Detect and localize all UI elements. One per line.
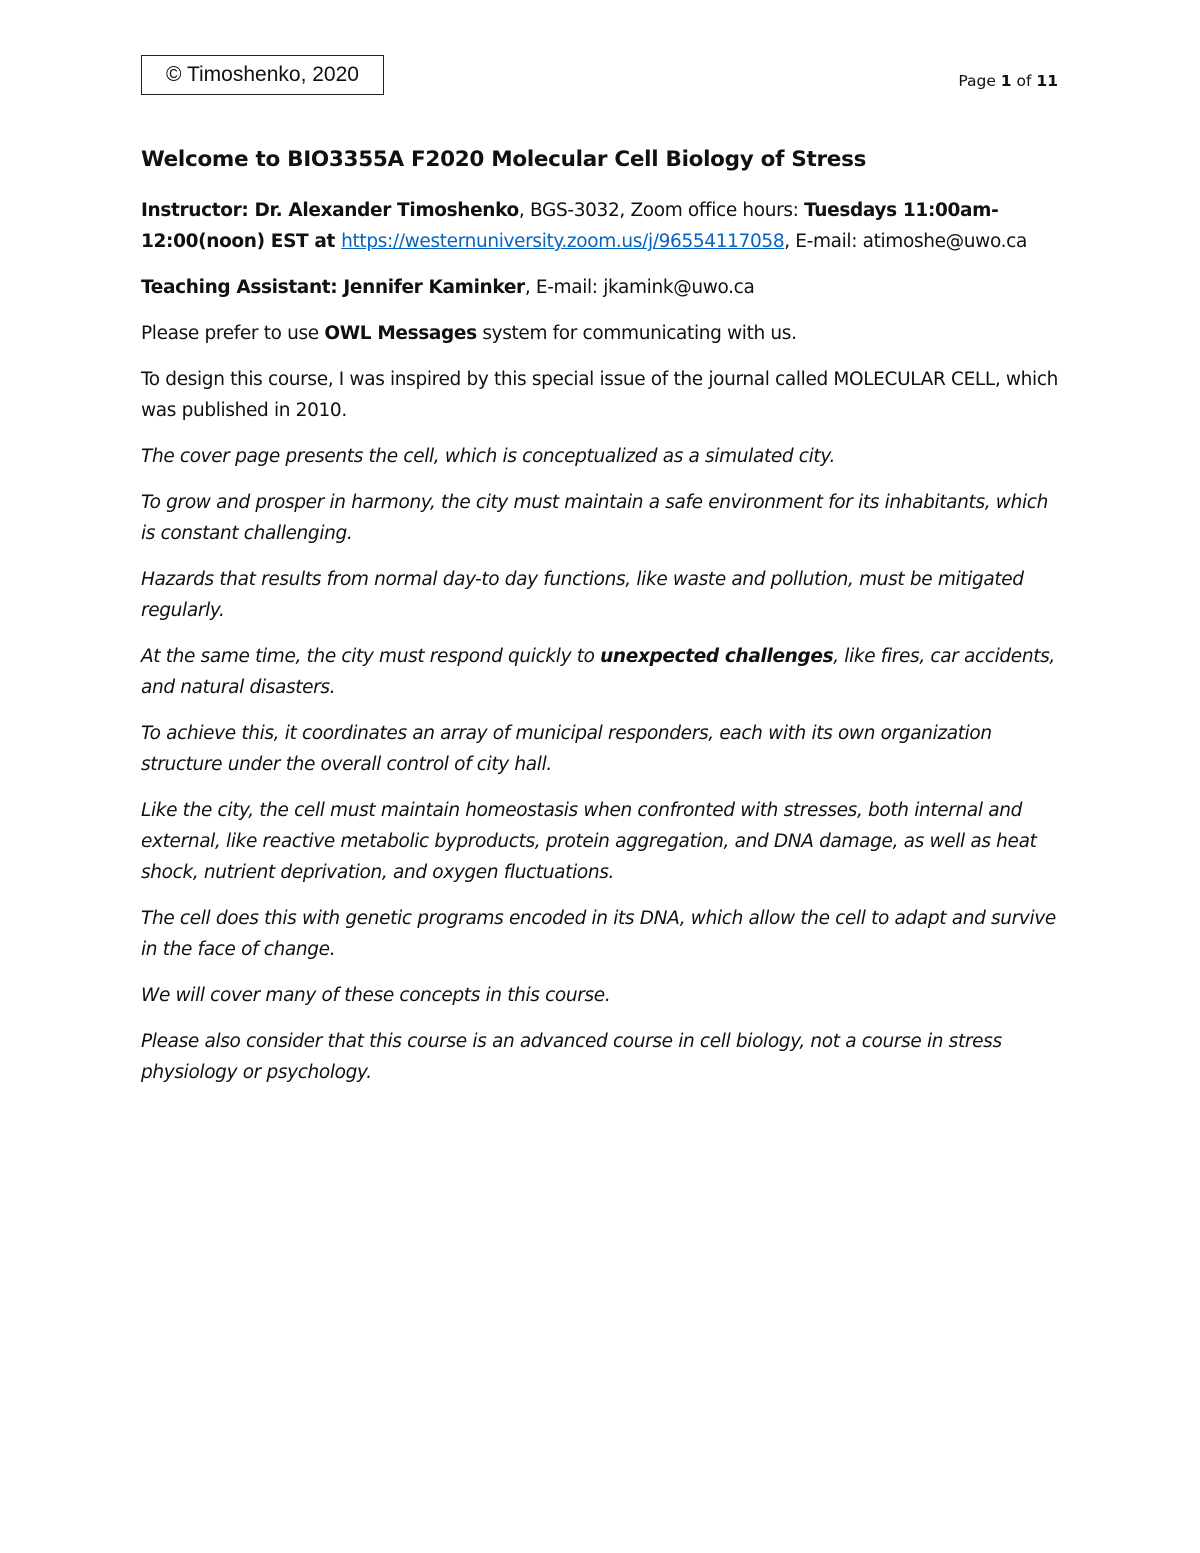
paragraph-genetic: The cell does this with genetic programs encoded in its DNA, which allow the cell to adapt and survive in the face of change. [141,908,1056,960]
instructor-paragraph [141,195,1066,257]
instructor-label: Instructor: [141,200,255,221]
paragraph-advanced: Please also consider that this course is an advanced course in cell biology, not a course in stress physiology or psychology. [141,1031,1002,1083]
ta-label: Teaching Assistant: Jennifer Kaminker [141,277,525,298]
challenges-pre: At the same time, the city must respond quickly to [141,646,601,667]
document-body [141,143,1066,1103]
paragraph-concepts: We will cover many of these concepts in this course. [141,985,611,1006]
paragraph-hazards: Hazards that results from normal day-to day functions, like waste and pollution, must be mitigated regularly. [141,569,1024,621]
owl-pre: Please prefer to use [141,323,325,344]
ta-paragraph [141,272,1066,303]
copyright-notice: © Timoshenko, 2020 [141,55,384,95]
challenges-bold: unexpected challenges [600,646,834,667]
paragraph-responders: To achieve this, it coordinates an array of municipal responders, each with its own organization structure under the overall control of city hall. [141,723,992,775]
page-of: of [1016,72,1032,90]
page-number [958,72,1058,90]
instructor-name: Dr. Alexander Timoshenko [254,200,519,221]
ta-email: , E-mail: jkamink@uwo.ca [524,277,755,298]
paragraph-challenges [141,641,1066,703]
intro-paragraph: To design this course, I was inspired by this special issue of the journal called MOLECULAR CELL, which was published in 2010. [141,369,1059,421]
paragraph-homeostasis: Like the city, the cell must maintain homeostasis when confronted with stresses, both internal and external, like reactive metabolic byproducts, protein aggregation, and DNA damage, as well as heat shock, nutrient deprivation, and oxygen fluctuations. [141,800,1037,883]
page-label: Page [958,72,996,90]
owl-post: system for communicating with us. [476,323,797,344]
page-total: 11 [1036,72,1058,90]
owl-messages: OWL Messages [324,323,477,344]
office-hours: Tuesdays 11:00am-12:00(noon) EST at [141,200,999,252]
italic-section [141,441,1066,1088]
challenges-post: , like fires, car accidents, and natural disasters. [141,646,1055,698]
page-current: 1 [1000,72,1012,90]
owl-paragraph [141,318,1066,349]
paragraph-cover: The cover page presents the cell, which is conceptualized as a simulated city. [141,446,836,467]
instructor-email: , E-mail: atimoshe@uwo.ca [784,231,1027,252]
zoom-link[interactable]: https://westernuniversity.zoom.us/j/96554117058 [341,231,785,252]
paragraph-grow: To grow and prosper in harmony, the city must maintain a safe environment for its inhabitants, which is constant challenging. [141,492,1048,544]
document-title: Welcome to BIO3355A F2020 Molecular Cell Biology of Stress [141,147,867,172]
instructor-room: , BGS-3032, Zoom office hours: [518,200,805,221]
